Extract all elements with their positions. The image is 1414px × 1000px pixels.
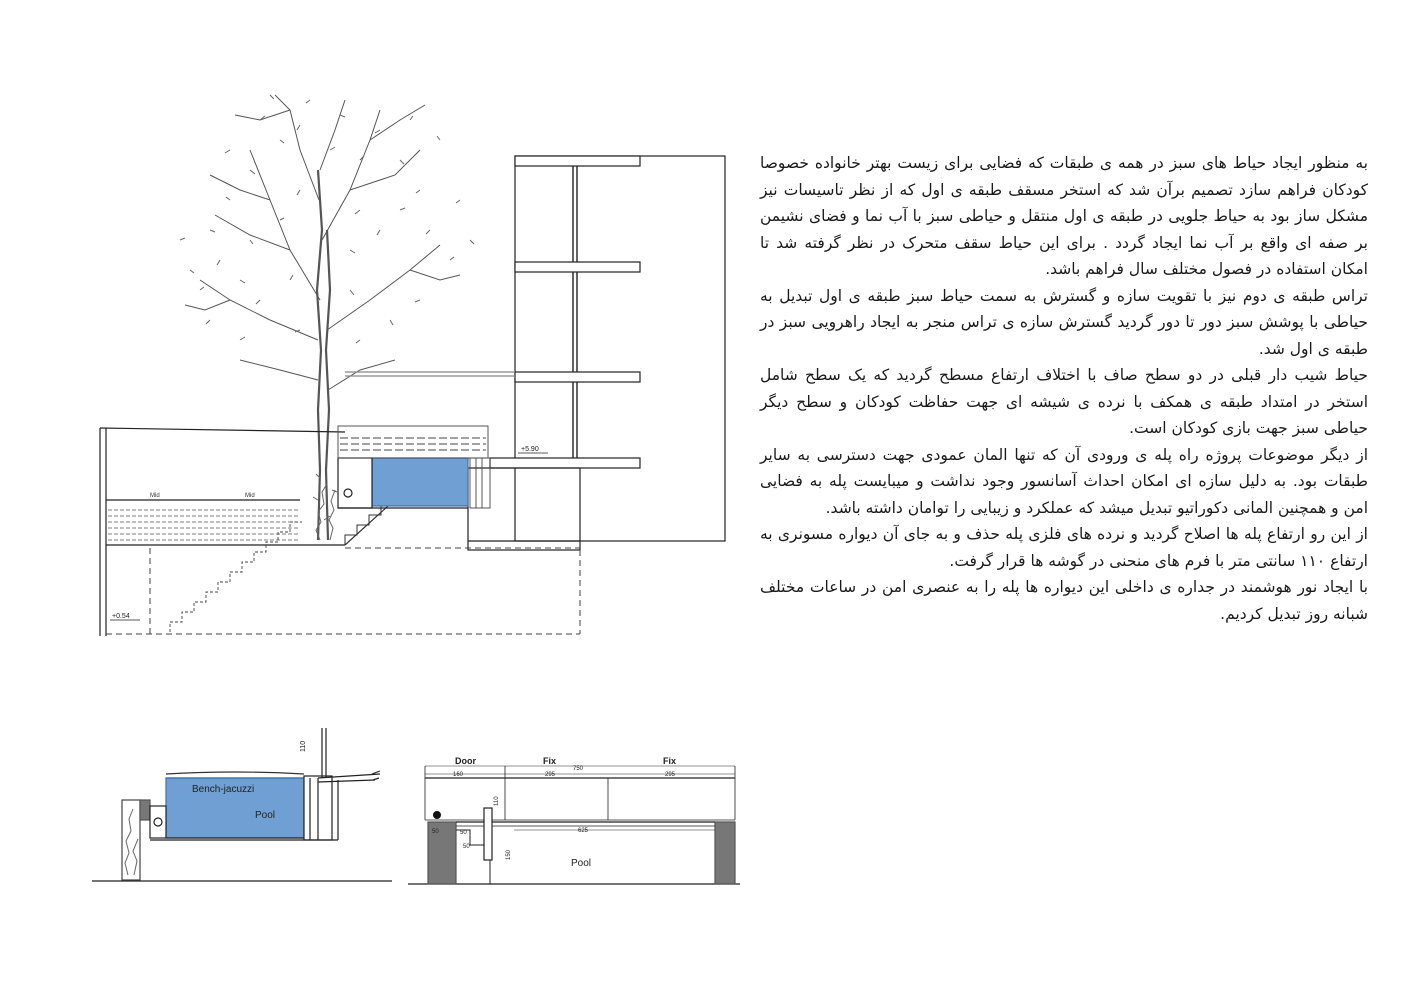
dim-50-c: 50 (463, 844, 470, 850)
slab-2 (515, 262, 640, 272)
label-pool-section: Pool (255, 810, 276, 821)
dim-295-a: 295 (545, 772, 556, 778)
pool-water-main (372, 458, 468, 506)
project-description (760, 150, 1368, 627)
dim-50-a: 50 (460, 830, 467, 836)
building-base (468, 468, 580, 550)
slab-1 (515, 156, 640, 166)
tree-leaves (180, 95, 474, 343)
pool-section-drawing (92, 728, 392, 881)
label-fix-2: Fix (663, 756, 677, 766)
label-mid-1: Mid (150, 493, 160, 499)
dim-50-b: 50 (432, 829, 439, 835)
main-section-drawing (100, 95, 725, 636)
label-mid-2: Mid (245, 493, 255, 499)
level-upper: +5.90 (521, 446, 539, 453)
description-paragraph-6: با ایجاد نور هوشمند در جداره ی داخلی این دیواره ها پله را به عنصری امن در ساعات مختلف شبانه روز تبدیل کردیم. (760, 578, 1368, 623)
description-paragraph-3: حیاط شیب دار قبلی در دو سطح صاف با اختلاف ارتفاع مسطح گردید که یک سطح شامل استخر در امتداد طبقه ی همکف با نرده ی شیشه ای جهت حفاظت کودکان و سطح دیگر حیاطی سبز جهت بازی کودکان است. (760, 366, 1368, 437)
plan-wall-right (715, 822, 735, 884)
label-door: Door (455, 756, 476, 766)
dim-110-plan: 110 (494, 796, 500, 806)
description-paragraph-5: از این رو ارتفاع پله ها اصلاح گردید و نرده های فلزی پله حذف و به جای آن دیواره مسونری به ارتفاع ۱۱۰ سانتی متر با فرم های منحنی در گوشه ها قرار گرفت. (760, 525, 1368, 570)
building-outline (515, 156, 725, 541)
label-bench-jacuzzi: Bench-jacuzzi (192, 784, 255, 795)
dim-160: 160 (453, 772, 464, 778)
dim-750: 750 (573, 766, 584, 772)
slab-3 (515, 372, 640, 382)
dim-110-section: 110 (300, 740, 307, 752)
description-paragraph-1: به منظور ایجاد حیاط های سبز در همه ی طبقات که فضایی برای زیست بهتر خانواده خصوصا کودکان فراهم سازد تصمیم برآن شد که استخر مسقف طبقه ی اول که از نظر تاسیسات نیز مشکل ساز بود به حیاط جلویی در طبقه ی اول منتقل و حیاطی سبز با آب نما و فضای نشیمن بر صفه ای واقع بر آب نما ایجاد گردد . برای این حیاط سقف متحرک در نظر گرفته شد تا امکان استفاده در فصول مختلف سال فراهم باشد. (760, 154, 1368, 278)
level-lower: +0.54 (112, 613, 130, 620)
description-paragraph-2: تراس طبقه ی دوم نیز با تقویت سازه و گسترش به سمت حیاط سبز طبقه ی اول تبدیل به حیاطی با پوشش سبز دور تا دور گردید گسترش سازه ی تراس منجر به ایجاد راهرویی سبز در طبقه ی اول شد. (760, 286, 1368, 358)
foundation-dashed (106, 548, 580, 634)
stairs (170, 522, 302, 632)
pool-plan-drawing (408, 756, 740, 884)
dim-150: 150 (506, 849, 512, 860)
label-pool-plan: Pool (571, 858, 592, 869)
garden-hatch (108, 510, 298, 540)
shrubs (313, 474, 337, 540)
label-fix-1: Fix (543, 756, 557, 766)
slab-4 (490, 458, 640, 468)
dim-295-b: 295 (665, 772, 676, 778)
description-paragraph-4: از دیگر موضوعات پروژه راه پله ی ورودی آن که تنها المان عمودی جهت دسترسی به سایر طبقات بود. به دلیل سازه ای امکان احداث آسانسور وجود نداشت و میبایست پله به فضایی امن و همچنین المانی دکوراتیو تبدیل میشد که عملکرد و زیبایی را توامان داشته باشد. (760, 445, 1368, 517)
dim-625: 625 (578, 828, 589, 834)
